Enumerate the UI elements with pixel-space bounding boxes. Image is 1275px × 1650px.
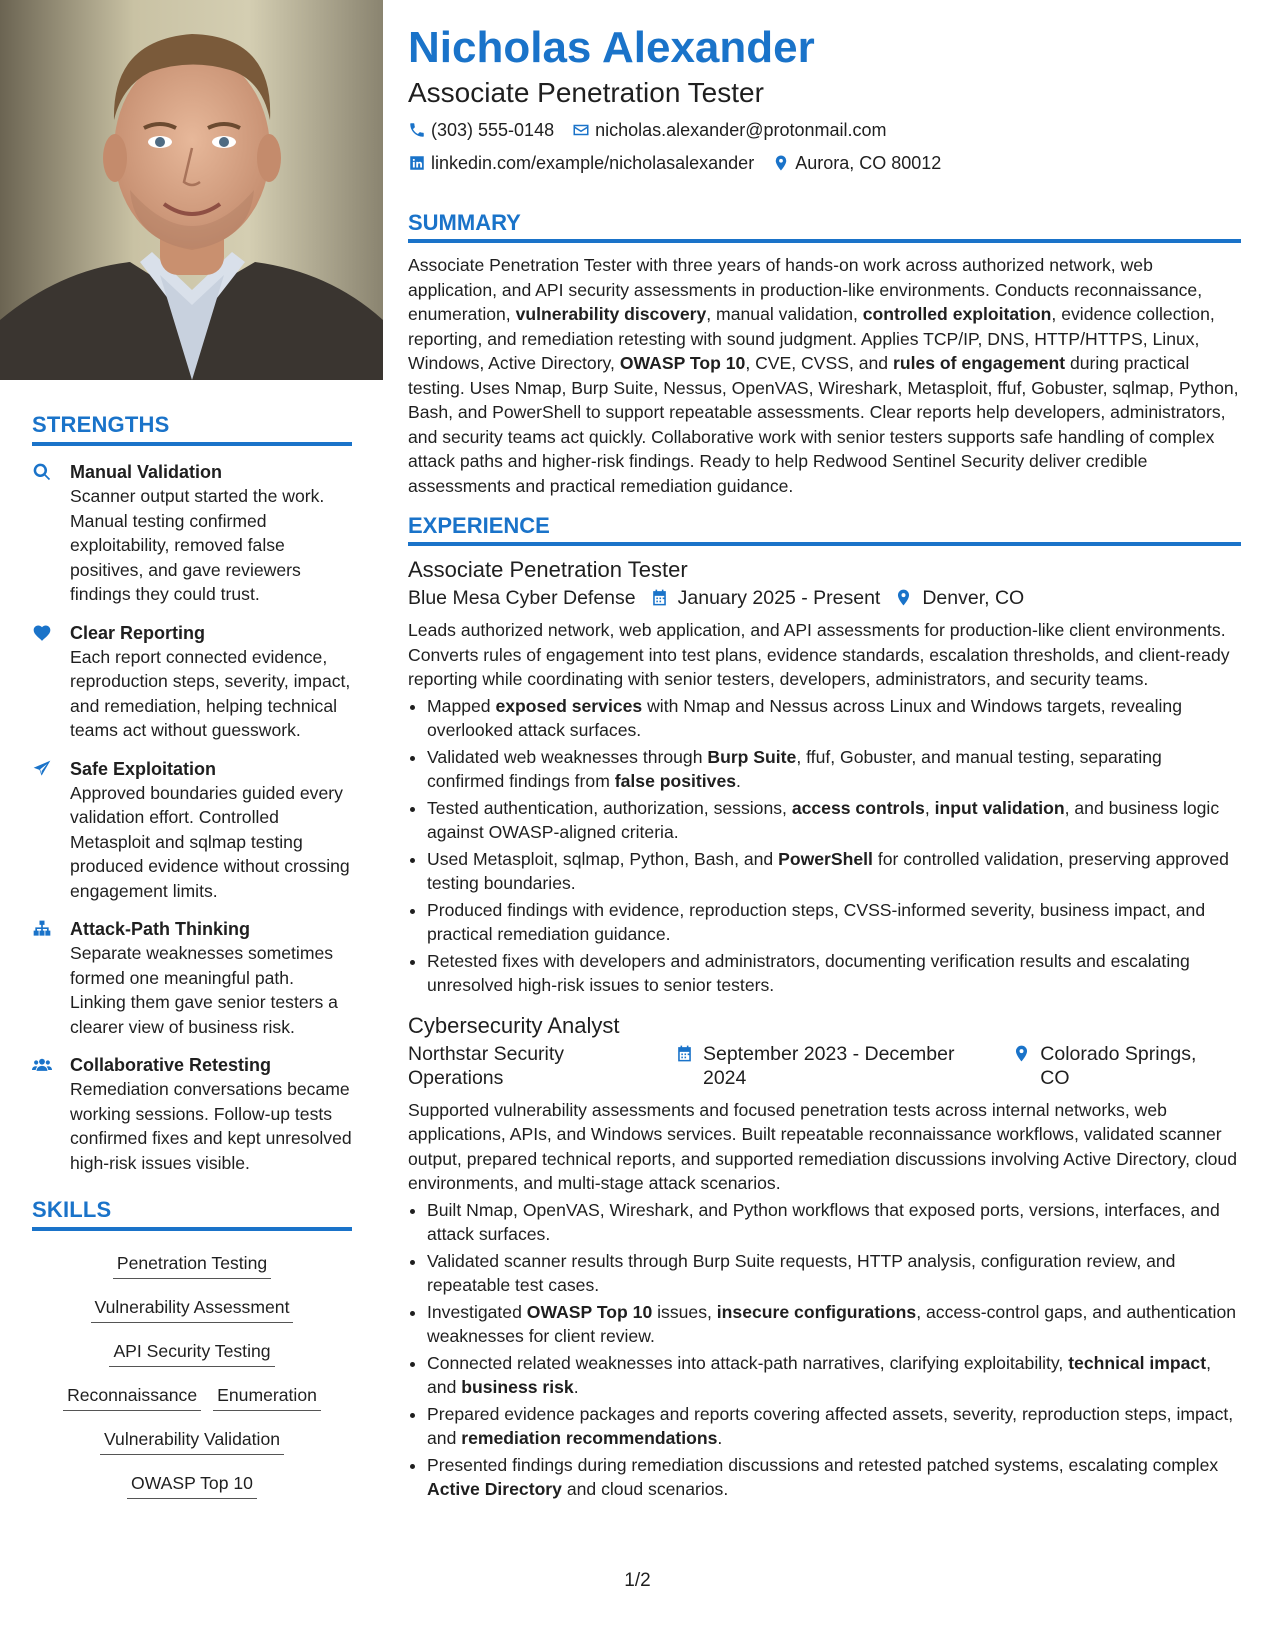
- skill-tag: Vulnerability Validation: [100, 1427, 284, 1455]
- envelope-icon: [572, 121, 590, 139]
- strength-title: Attack-Path Thinking: [70, 919, 251, 939]
- heart-icon: [32, 621, 70, 743]
- page-number: 1/2: [624, 1570, 651, 1591]
- list-item: • Mapped exposed services with Nmap and Nessus across Linux and Windows targets, revealing overlooked attack surfaces.: [427, 694, 1241, 743]
- list-item: • Tested authentication, authorization, sessions, access controls, input validation, and business logic against OWASP-aligned criteria.: [427, 796, 1241, 845]
- job-meta: [408, 586, 1241, 610]
- strength-description: Scanner output started the work. Manual testing confirmed exploitability, removed false positives, and gave reviewers findings they could trust.: [70, 486, 325, 604]
- job-bullets: [408, 694, 1241, 998]
- job-bullets: [408, 1198, 1241, 1502]
- list-item: • Produced findings with evidence, reproduction steps, CVSS-informed severity, business impact, and practical remediation guidance.: [427, 898, 1241, 947]
- strength-description: Separate weaknesses sometimes formed one meaningful path. Linking them gave senior testers a clearer view of business risk.: [70, 943, 338, 1037]
- strength-item: [32, 757, 352, 904]
- map-pin-icon: [1012, 1044, 1031, 1063]
- job-role: Associate Penetration Tester: [408, 557, 688, 582]
- linkedin-contact[interactable]: [408, 151, 754, 175]
- summary-heading: SUMMARY: [408, 209, 1241, 243]
- list-item: • Validated scanner results through Burp Suite requests, HTTP analysis, configuration review, and repeatable test cases.: [427, 1249, 1241, 1298]
- skill-tag: API Security Testing: [109, 1339, 274, 1367]
- list-item: • Retested fixes with developers and administrators, documenting verification results and escalating unresolved high-risk issues to senior testers.: [427, 949, 1241, 998]
- linkedin-text: linkedin.com/example/nicholasalexander: [431, 153, 755, 173]
- strength-item: [32, 1053, 352, 1175]
- job-location: Denver, CO: [894, 586, 1024, 610]
- location-contact: [772, 151, 941, 175]
- job-description: Supported vulnerability assessments and focused penetration tests across internal networks, web applications, APIs, and Windows services. Built repeatable reconnaissance workflows, validated scanner output, prepared technical reports, and supported remediation discussions involving Active Directory, cloud environments, and multi-stage attack scenarios.: [408, 1099, 1237, 1193]
- summary-text: Associate Penetration Tester with three years of hands-on work across authorized network, web application, and API security assessments in production-like environments. Conducts reconnaissance, enumeration, vulnerability discovery, manual validation, controlled exploitation, evidence collection, reporting, and remediation retesting with sound judgment. Applies TCP/IP, DNS, HTTP/HTTPS, Linux, Windows, Active Directory, OWASP Top 10, CVE, CVSS, and rules of engagement during practical testing. Uses Nmap, Burp Suite, Nessus, OpenVAS, Wireshark, Metasploit, ffuf, Gobuster, sqlmap, Python, Bash, and PowerShell to support repeatable assessments. Clear reports help developers, administrators, and security teams act quickly. Collaborative work with senior testers supports safe handling of complex attack paths and higher-risk findings. Ready to help Redwood Sentinel Security deliver credible assessments and practical remediation guidance.: [408, 255, 1239, 496]
- list-item: • Validated web weaknesses through Burp Suite, ffuf, Gobuster, and manual testing, separating confirmed findings from false positives.: [427, 745, 1241, 794]
- paper-plane-icon: [32, 757, 70, 904]
- strength-title: Manual Validation: [70, 462, 223, 482]
- strength-title: Collaborative Retesting: [70, 1055, 272, 1075]
- job-dates: January 2025 - Present: [650, 586, 881, 610]
- skill-tag: Vulnerability Assessment: [91, 1295, 294, 1323]
- skills-list: [32, 1245, 352, 1499]
- contact-row: [408, 118, 1241, 142]
- list-item: • Investigated OWASP Top 10 issues, insecure configurations, access-control gaps, and authentication weaknesses for client review.: [427, 1300, 1241, 1349]
- strength-description: Remediation conversations became working sessions. Follow-up tests confirmed fixes and kept unresolved high-risk issues visible.: [70, 1079, 352, 1173]
- skill-tag: Enumeration: [213, 1383, 321, 1411]
- users-icon: [32, 1053, 70, 1175]
- phone-text: (303) 555-0148: [431, 120, 555, 140]
- map-pin-icon: [772, 154, 790, 172]
- list-item: • Presented findings during remediation discussions and retested patched systems, escalating complex Active Directory and cloud scenarios.: [427, 1453, 1241, 1502]
- list-item: • Used Metasploit, sqlmap, Python, Bash, and PowerShell for controlled validation, preserving approved testing boundaries.: [427, 847, 1241, 896]
- skills-heading: SKILLS: [32, 1197, 352, 1231]
- skill-tag: Penetration Testing: [113, 1251, 271, 1279]
- job-role: Cybersecurity Analyst: [408, 1012, 620, 1038]
- phone-icon: [408, 121, 426, 139]
- main-content: [408, 22, 1241, 1504]
- strength-item: [32, 460, 352, 607]
- strength-item: [32, 621, 352, 743]
- phone-contact[interactable]: [408, 118, 554, 142]
- calendar-icon: [650, 588, 669, 607]
- experience-heading: EXPERIENCE: [408, 512, 1241, 546]
- location-text: Aurora, CO 80012: [795, 153, 942, 173]
- contact-row: [408, 151, 1241, 175]
- strength-item: [32, 917, 352, 1039]
- sidebar-content: [32, 412, 352, 1515]
- strength-title: Clear Reporting: [70, 622, 206, 643]
- strength-description: Each report connected evidence, reproduction steps, severity, impact, and remediation, helping technical teams act without guesswork.: [70, 646, 351, 740]
- job-entry: [408, 556, 1241, 998]
- candidate-name: Nicholas Alexander: [408, 23, 815, 72]
- sidebar: [0, 0, 383, 1650]
- skill-tag: OWASP Top 10: [127, 1471, 257, 1499]
- job-entry: [408, 1012, 1241, 1502]
- job-dates: September 2023 - December 2024: [675, 1042, 998, 1090]
- job-description: Leads authorized network, web application, and API assessments for production-like client environments. Converts rules of engagement into test plans, evidence standards, escalation thresholds, and client-ready reporting while coordinating with senior testers, developers, administrators, and security teams.: [408, 620, 1230, 689]
- strength-description: Approved boundaries guided every validation effort. Controlled Metasploit and sqlmap testing produced evidence without crossing engagement limits.: [70, 782, 350, 901]
- sitemap-icon: [32, 917, 70, 1039]
- skill-tag: Reconnaissance: [63, 1383, 201, 1411]
- strength-title: Safe Exploitation: [70, 758, 217, 779]
- list-item: • Connected related weaknesses into attack-path narratives, clarifying exploitability, technical impact, and business risk.: [427, 1351, 1241, 1400]
- search-icon: [32, 460, 70, 607]
- job-company: Blue Mesa Cyber Defense: [408, 587, 636, 609]
- profile-photo: [0, 0, 383, 380]
- strengths-heading: STRENGTHS: [32, 412, 352, 446]
- calendar-icon: [675, 1044, 694, 1063]
- map-pin-icon: [894, 588, 913, 607]
- email-contact[interactable]: [572, 118, 886, 142]
- candidate-title: Associate Penetration Tester: [408, 77, 764, 108]
- job-company: Northstar Security Operations: [408, 1042, 565, 1089]
- list-item: • Built Nmap, OpenVAS, Wireshark, and Python workflows that exposed ports, versions, interfaces, and attack surfaces.: [427, 1198, 1241, 1247]
- job-meta: [408, 1042, 1241, 1090]
- list-item: • Prepared evidence packages and reports covering affected assets, severity, reproduction steps, impact, and remediation recommendations.: [427, 1402, 1241, 1451]
- job-location: Colorado Springs, CO: [1012, 1042, 1227, 1090]
- email-text: nicholas.alexander@protonmail.com: [595, 120, 887, 140]
- linkedin-icon: [408, 154, 426, 172]
